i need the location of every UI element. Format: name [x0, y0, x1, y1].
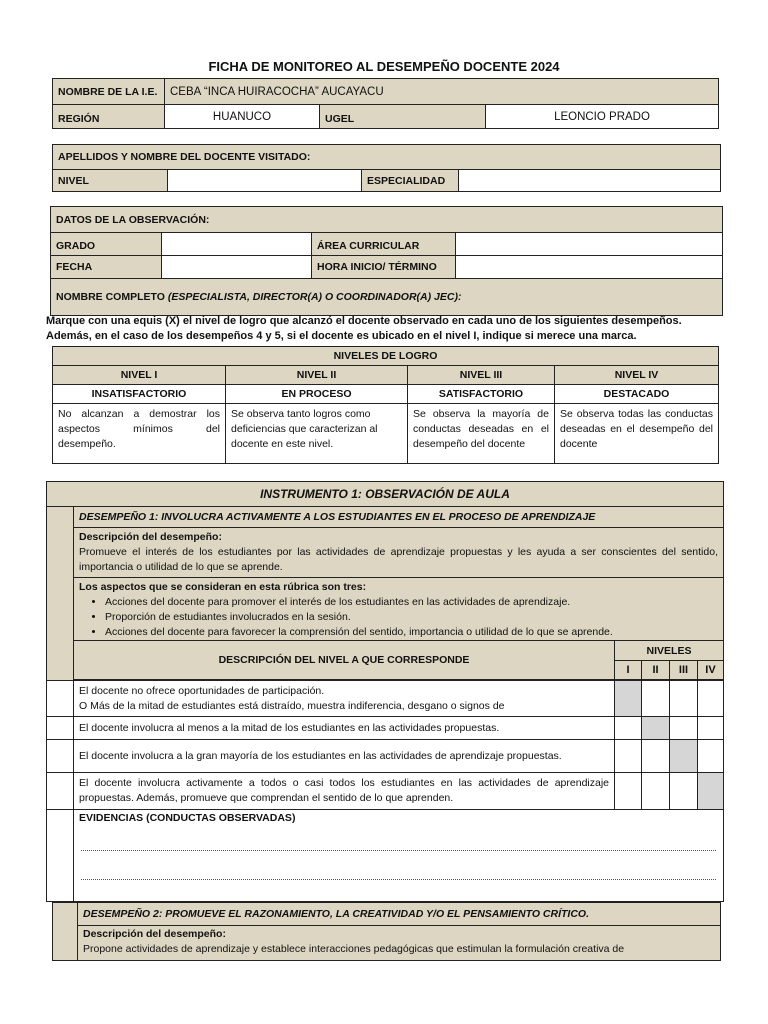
rubric-row-3-level-iii-cell[interactable]	[670, 740, 698, 773]
teacher-table	[52, 144, 721, 192]
rubric-row-3-level-i-cell[interactable]	[615, 740, 642, 773]
evidence-box[interactable]: EVIDENCIAS (CONDUCTAS OBSERVADAS)	[74, 810, 724, 902]
level-2-desc: Se observa tanto logros como deficiencias que caracterizan al docente en este nivel.	[226, 404, 408, 464]
level-2-title: NIVEL II	[226, 366, 408, 385]
page-title: FICHA DE MONITOREO AL DESEMPEÑO DOCENTE 2024	[208, 59, 560, 74]
rubric-row-2: El docente involucra al menos a la mitad de los estudiantes en las actividades propuestas.	[74, 717, 615, 740]
row-spacer	[47, 773, 74, 810]
levels-table	[52, 346, 719, 464]
time-label: HORA INICIO/ TÉRMINO	[312, 256, 456, 279]
level-1-name: INSATISFACTORIO	[53, 385, 226, 404]
area-field[interactable]	[456, 233, 723, 256]
rubric-row-1: El docente no ofrece oportunidades de participación. O Más de la mitad de estudiantes está distraído, muestra indiferencia, desgano o signos de	[74, 681, 615, 717]
level-2-name: EN PROCESO	[226, 385, 408, 404]
row-spacer	[47, 717, 74, 740]
level-3-desc: Se observa la mayoría de conductas deseadas en el desempeño del docente	[408, 404, 555, 464]
observer-name-label: NOMBRE COMPLETO (ESPECIALISTA, DIRECTOR(A) O COORDINADOR(A) JEC):	[51, 279, 723, 316]
level-4-desc: Se observa todas las conductas deseadas en el desempeño del docente	[555, 404, 719, 464]
level-label: NIVEL	[53, 170, 168, 192]
instrument-side-bar	[47, 507, 74, 681]
level-1-desc: No alcanzan a demostrar los aspectos mínimos del desempeño.	[53, 404, 226, 464]
levels-column-header: NIVELES	[615, 641, 724, 661]
rubric-row-3-level-iv-cell[interactable]	[698, 740, 724, 773]
region-label: REGIÓN	[53, 105, 165, 129]
desempeno-1-aspects: Los aspectos que se consideran en esta rúbrica son tres: • Acciones del docente para promover el interés de los estudiantes en las actividades de aprendizaje. • Proporción de estudiantes involucrados en la sesión. • Acciones del docente para favorecer la comprensión del sentido, importancia o utilidad de lo que se aprende.	[74, 578, 724, 641]
date-field[interactable]	[162, 256, 312, 279]
level-3-name: SATISFACTORIO	[408, 385, 555, 404]
instructions-line-2: Además, en el caso de los desempeños 4 y 5, si el docente es ubicado en el nivel I, indique si merece una marca.	[46, 330, 637, 342]
desempeno-2-side-bar	[53, 903, 78, 961]
specialty-field[interactable]	[459, 170, 721, 192]
time-field[interactable]	[456, 256, 723, 279]
row-spacer	[47, 740, 74, 773]
level-col-iii: III	[670, 661, 698, 680]
desempeno-2-description: Descripción del desempeño: Propone actividades de aprendizaje y establece interacciones pedagógicas que estimulan la formulación creativa de	[78, 926, 721, 961]
level-col-ii: II	[642, 661, 670, 680]
ugel-value[interactable]: LEONCIO PRADO	[486, 105, 719, 129]
rubric-row-4: El docente involucra activamente a todos o casi todos los estudiantes en las actividades de aprendizaje propuestas. Además, promueve que comprendan el sentido de lo que aprenden.	[74, 773, 615, 810]
rubric-row-2-level-ii-cell[interactable]	[642, 717, 670, 740]
institution-name-label: NOMBRE DE LA I.E.	[53, 79, 165, 105]
rubric-row-4-level-iv-cell[interactable]	[698, 773, 724, 810]
rubric-row-1-level-iv-cell[interactable]	[698, 681, 724, 717]
institution-table	[52, 78, 719, 129]
level-4-name: DESTACADO	[555, 385, 719, 404]
ugel-label: UGEL	[320, 105, 486, 129]
row-spacer	[47, 681, 74, 717]
row-spacer	[47, 810, 74, 902]
aspect-item: • Acciones del docente para promover el interés de los estudiantes en las actividades de aprendizaje.	[105, 595, 718, 610]
evidence-line-2[interactable]	[81, 879, 716, 880]
description-column-header: DESCRIPCIÓN DEL NIVEL A QUE CORRESPONDE	[74, 641, 615, 680]
instructions-line-1: Marque con una equis (X) el nivel de logro que alcanzó el docente observado en cada uno de los siguientes desempeños.	[46, 315, 682, 327]
rubric-row-4-level-i-cell[interactable]	[615, 773, 642, 810]
level-col-i: I	[615, 661, 642, 680]
grade-field[interactable]	[162, 233, 312, 256]
rubric-row-3: El docente involucra a la gran mayoría de los estudiantes en las actividades de aprendizaje propuestas.	[74, 740, 615, 773]
evidence-line-1[interactable]	[81, 850, 716, 851]
aspect-item: • Acciones del docente para favorecer la comprensión del sentido, importancia o utilidad de lo que se aprende.	[105, 625, 718, 640]
rubric-row-4-level-ii-cell[interactable]	[642, 773, 670, 810]
level-1-title: NIVEL I	[53, 366, 226, 385]
desempeno-2-title: DESEMPEÑO 2: PROMUEVE EL RAZONAMIENTO, LA CREATIVIDAD Y/O EL PENSAMIENTO CRÍTICO.	[78, 903, 721, 926]
rubric-row-2-level-iii-cell[interactable]	[670, 717, 698, 740]
observation-section-label: DATOS DE LA OBSERVACIÓN:	[51, 207, 723, 233]
aspect-item: • Proporción de estudiantes involucrados en la sesión.	[105, 610, 718, 625]
level-3-title: NIVEL III	[408, 366, 555, 385]
observation-table	[50, 206, 723, 316]
levels-header: NIVELES DE LOGRO	[53, 347, 719, 366]
rubric-row-2-level-i-cell[interactable]	[615, 717, 642, 740]
level-field[interactable]	[168, 170, 362, 192]
grade-label: GRADO	[51, 233, 162, 256]
level-4-title: NIVEL IV	[555, 366, 719, 385]
rubric-row-1-level-ii-cell[interactable]	[642, 681, 670, 717]
rubric-row-1-level-i-cell[interactable]	[615, 681, 642, 717]
rubric-row-4-level-iii-cell[interactable]	[670, 773, 698, 810]
desempeno-1-description: Descripción del desempeño: Promueve el interés de los estudiantes por las actividades de aprendizaje propuestas y les ayuda a ser conscientes del sentido, importancia o utilidad de lo que se aprende.	[74, 528, 724, 578]
instrument-title: INSTRUMENTO 1: OBSERVACIÓN DE AULA	[47, 482, 724, 507]
rubric-row-2-level-iv-cell[interactable]	[698, 717, 724, 740]
institution-name-value: CEBA “INCA HUIRACOCHA” AUCAYACU	[165, 79, 719, 105]
date-label: FECHA	[51, 256, 162, 279]
desempeno-1-title: DESEMPEÑO 1: INVOLUCRA ACTIVAMENTE A LOS ESTUDIANTES EN EL PROCESO DE APRENDIZAJE	[74, 507, 724, 528]
rubric-row-3-level-ii-cell[interactable]	[642, 740, 670, 773]
instrument-table	[46, 481, 724, 902]
level-col-iv: IV	[698, 661, 724, 680]
teacher-name-label: APELLIDOS Y NOMBRE DEL DOCENTE VISITADO:	[53, 145, 721, 170]
area-label: ÁREA CURRICULAR	[312, 233, 456, 256]
rubric-row-1-level-iii-cell[interactable]	[670, 681, 698, 717]
specialty-label: ESPECIALIDAD	[362, 170, 459, 192]
desempeno-2-table	[52, 902, 721, 961]
region-value[interactable]: HUANUCO	[165, 105, 320, 129]
